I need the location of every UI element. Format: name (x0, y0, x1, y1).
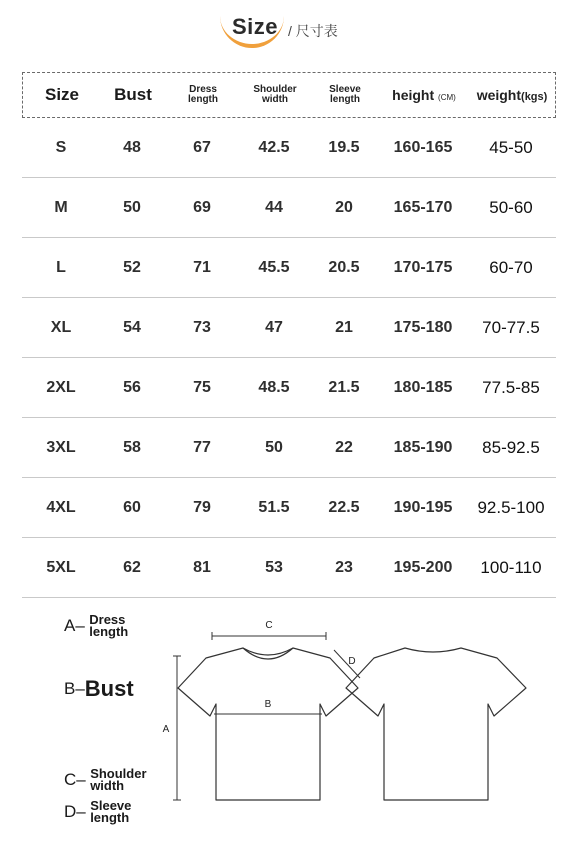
cell-dress-length: 67 (193, 138, 211, 156)
cell-sleeve-length: 22.5 (328, 498, 360, 516)
cell-shoulder-width: 53 (265, 558, 283, 576)
cell-bust: 60 (123, 498, 141, 516)
cell-shoulder-width: 44 (265, 198, 283, 216)
header-sleeve-length (309, 85, 381, 105)
dimension-d-label: D (348, 656, 356, 667)
cell-weight: 70-77.5 (482, 317, 540, 337)
header-bust: Bust (114, 85, 152, 104)
cell-size: L (56, 258, 66, 276)
cell-height: 160-165 (393, 138, 453, 156)
cell-dress-length: 71 (193, 258, 211, 276)
legend-a-letter: A– (64, 616, 85, 635)
cell-sleeve-length: 20 (335, 198, 353, 216)
cell-sleeve-length: 23 (335, 558, 353, 576)
legend-d-letter: D– (64, 802, 86, 821)
cell-height: 175-180 (393, 318, 453, 336)
dimension-d-line (334, 650, 360, 678)
cell-size: S (55, 138, 67, 156)
cell-sleeve-length: 21 (335, 318, 353, 336)
cell-shoulder-width: 48.5 (258, 378, 290, 396)
cell-size: 4XL (46, 498, 76, 516)
header-shoulder-width (241, 85, 309, 105)
legend-c-top: Shoulder (90, 766, 147, 781)
cell-weight: 92.5-100 (477, 497, 545, 517)
cell-shoulder-width: 45.5 (258, 258, 290, 276)
table-row (22, 238, 556, 298)
cell-shoulder-width: 50 (265, 438, 283, 456)
cell-size: 3XL (46, 438, 76, 456)
size-chart-title (0, 8, 568, 48)
cell-dress-length: 69 (193, 198, 211, 216)
cell-shoulder-width: 47 (265, 318, 283, 336)
dimension-a-label: A (162, 724, 170, 735)
legend-a-top: Dress (89, 612, 126, 627)
table-row (22, 478, 556, 538)
table-row (22, 538, 556, 598)
cell-size: 2XL (46, 378, 76, 396)
measurement-diagram (0, 600, 568, 841)
table-row (22, 358, 556, 418)
cell-height: 170-175 (393, 258, 453, 276)
cell-weight: 50-60 (489, 197, 533, 217)
title-subtitle: / 尺寸表 (288, 23, 338, 39)
legend-d-bottom: length (90, 810, 130, 825)
cell-sleeve-length: 20.5 (328, 258, 360, 276)
cell-size: M (54, 198, 68, 216)
cell-shoulder-width: 51.5 (258, 498, 290, 516)
cell-height: 190-195 (393, 498, 453, 516)
cell-bust: 54 (123, 318, 141, 336)
cell-bust: 52 (123, 258, 141, 276)
cell-dress-length: 75 (193, 378, 211, 396)
header-dress-length-bottom: length (188, 94, 218, 105)
header-height-label: height (392, 87, 435, 103)
header-height (381, 87, 467, 103)
legend-b-letter: B– (64, 679, 85, 698)
cell-dress-length: 77 (193, 438, 211, 456)
header-weight (467, 87, 557, 103)
header-size: Size (44, 85, 80, 104)
tshirt-back-outline (346, 648, 526, 800)
header-weight-unit: (kgs) (521, 91, 548, 103)
cell-dress-length: 81 (193, 558, 211, 576)
tshirt-drawings (0, 600, 568, 841)
cell-bust: 62 (123, 558, 141, 576)
table-header (22, 72, 556, 118)
cell-bust: 48 (123, 138, 141, 156)
cell-height: 185-190 (393, 438, 453, 456)
cell-height: 180-185 (393, 378, 453, 396)
dimension-c-label: C (265, 620, 273, 631)
cell-bust: 50 (123, 198, 141, 216)
table-row (22, 298, 556, 358)
dimension-lines (173, 632, 360, 800)
cell-weight: 85-92.5 (482, 437, 540, 457)
cell-weight: 100-110 (480, 557, 542, 577)
cell-height: 165-170 (393, 198, 453, 216)
cell-height: 195-200 (393, 558, 453, 576)
header-height-unit: (CM) (438, 93, 456, 102)
cell-sleeve-length: 21.5 (328, 378, 360, 396)
legend-c-letter: C– (64, 770, 86, 789)
cell-shoulder-width: 42.5 (258, 138, 290, 156)
cell-size: XL (50, 318, 72, 336)
cell-dress-length: 79 (193, 498, 211, 516)
header-shoulder-width-bottom: width (261, 94, 289, 105)
header-sleeve-length-top: Sleeve (329, 84, 361, 95)
header-sleeve-length-bottom: length (330, 94, 360, 105)
table-row (22, 118, 556, 178)
cell-size: 5XL (46, 558, 76, 576)
cell-sleeve-length: 22 (335, 438, 353, 456)
size-table (22, 72, 556, 598)
legend-b-text: Bust (84, 676, 134, 701)
dimension-b-label: B (264, 699, 272, 710)
header-weight-label: weight (476, 87, 522, 103)
cell-bust: 58 (123, 438, 141, 456)
cell-weight: 45-50 (489, 137, 533, 157)
header-dress-length-top: Dress (189, 84, 217, 95)
tshirt-front-outline (178, 648, 358, 800)
table-row (22, 178, 556, 238)
title-main: Size (232, 14, 279, 39)
cell-bust: 56 (123, 378, 141, 396)
cell-weight: 60-70 (489, 257, 533, 277)
legend-c-bottom: width (90, 778, 125, 793)
table-row (22, 418, 556, 478)
legend-d-top: Sleeve (90, 798, 132, 813)
header-shoulder-width-top: Shoulder (253, 84, 297, 95)
cell-sleeve-length: 19.5 (328, 138, 360, 156)
legend-a-bottom: length (89, 624, 129, 639)
cell-dress-length: 73 (193, 318, 211, 336)
cell-weight: 77.5-85 (482, 377, 540, 397)
header-dress-length (165, 85, 241, 105)
